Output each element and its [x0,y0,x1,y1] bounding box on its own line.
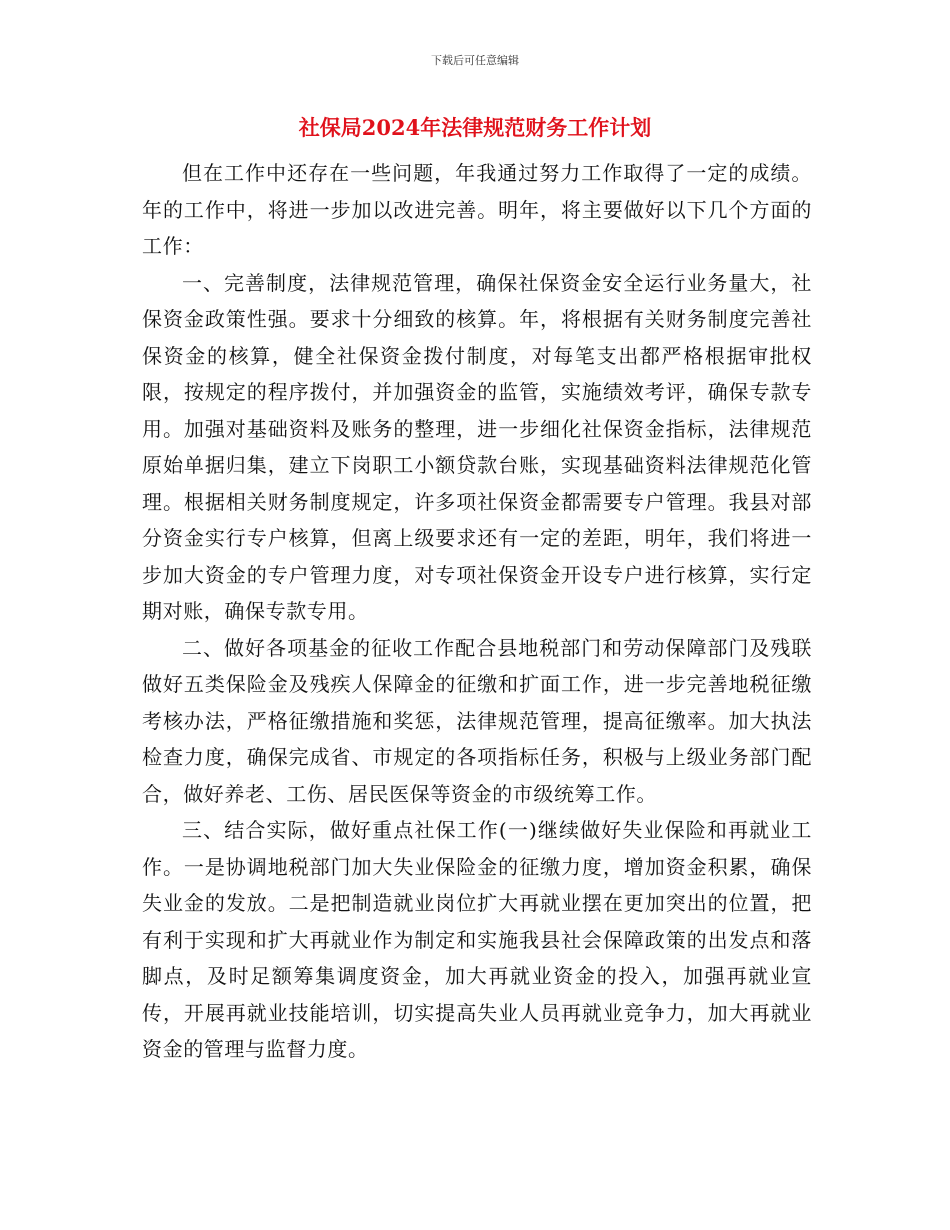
document-title: 社保局2024年法律规范财务工作计划 [298,115,652,140]
paragraph-intro: 但在工作中还存在一些问题，年我通过努力工作取得了一定的成绩。年的工作中，将进一步加以改进完善。明年，将主要做好以下几个方面的工作： [142,161,812,258]
paragraph-section-3: 三、结合实际，做好重点社保工作(一)继续做好失业保险和再就业工作。一是协调地税部门加大失业保险金的征缴力度，增加资金积累，确保失业金的发放。二是把制造就业岗位扩大再就业摆在更加突出的位置，把有利于实现和扩大再就业作为制定和实施我县社会保障政策的出发点和落脚点，及时足额筹集调度资金，加大再就业资金的投入，加强再就业宣传，开展再就业技能培训，切实提高失业人员再就业竞争力，加大再就业资金的管理与监督力度。 [142,818,812,1061]
paragraph-section-1: 一、完善制度，法律规范管理，确保社保资金安全运行业务量大，社保资金政策性强。要求十分细致的核算。年，将根据有关财务制度完善社保资金的核算，健全社保资金拨付制度，对每笔支出都严格根据审批权限，按规定的程序拨付，并加强资金的监管，实施绩效考评，确保专款专用。加强对基础资料及账务的整理，进一步细化社保资金指标，法律规范原始单据归集，建立下岗职工小额贷款台账，实现基础资料法律规范化管理。根据相关财务制度规定，许多项社保资金都需要专户管理。我县对部分资金实行专户核算，但离上级要求还有一定的差距，明年，我们将进一步加大资金的专户管理力度，对专项社保资金开设专户进行核算，实行定期对账，确保专款专用。 [142,270,812,623]
page-header-note: 下载后可任意编辑 [431,54,519,67]
document-body [142,155,812,1068]
paragraph-section-2: 二、做好各项基金的征收工作配合县地税部门和劳动保障部门及残联做好五类保险金及残疾人保障金的征缴和扩面工作，进一步完善地税征缴考核办法，严格征缴措施和奖惩，法律规范管理，提高征缴率。加大执法检查力度，确保完成省、市规定的各项指标任务，积极与上级业务部门配合，做好养老、工伤、居民医保等资金的市级统筹工作。 [142,635,812,806]
